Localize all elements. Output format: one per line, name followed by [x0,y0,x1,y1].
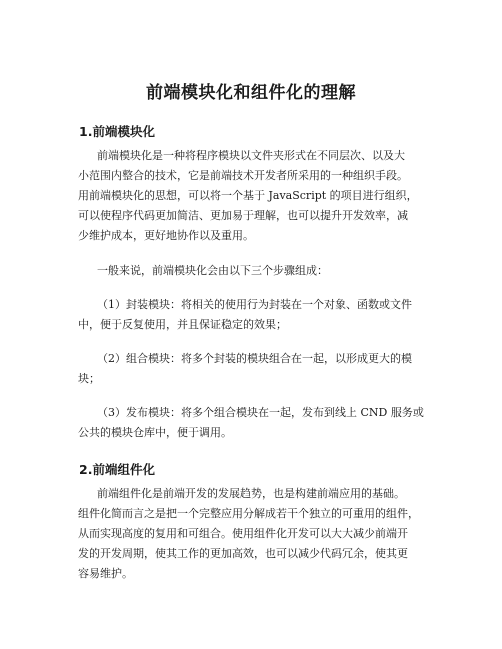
list-item-line: （2）组合模块：将多个封装的模块组合在一起，以形成更大的模 [97,352,412,365]
paragraph-line: 少维护成本，更好地协作以及重用。 [78,229,254,242]
paragraph-line: 前端模块化是一种将程序模块以文件夹形式在不同层次、以及大 [97,149,405,162]
document-title: 前端模块化和组件化的理解 [146,83,356,103]
paragraph-line: 容易维护。 [78,567,133,580]
section-heading-componentization: 2.前端组件化 [79,462,155,477]
list-item-line: 公共的模块仓库中，便于调用。 [78,426,232,439]
paragraph-line: 用前端模块化的思想，可以将一个基于 JavaScript 的项目进行组织， [78,189,418,202]
paragraph-line: 小范围内整合的技术，它是前端技术开发者所采用的一种组织手段。 [78,169,408,182]
paragraph-line: 一般来说，前端模块化会由以下三个步骤组成： [97,264,328,277]
section-heading-modularization: 1.前端模块化 [79,124,155,139]
list-item-line: （1）封装模块：将相关的使用行为封装在一个对象、函数或文件 [97,298,412,311]
paragraph-line: 发的开发周期，使其工作的更加高效，也可以减少代码冗余，使其更 [78,547,408,560]
list-item-line: （3）发布模块：将多个组合模块在一起，发布到线上 CND 服务或 [97,406,424,419]
list-item-line: 块； [78,372,100,385]
paragraph-line: 前端组件化是前端开发的发展趋势，也是构建前端应用的基础。 [97,487,405,500]
list-item-line: 中，便于反复使用，并且保证稳定的效果； [78,318,287,331]
paragraph-line: 组件化简而言之是把一个完整应用分解成若干个独立的可重用的组件， [78,507,419,520]
paragraph-line: 可以使程序代码更加简洁、更加易于理解，也可以提升开发效率，减 [78,209,408,222]
paragraph-line: 从而实现高度的复用和可组合。使用组件化开发可以大大减少前端开 [78,527,408,540]
